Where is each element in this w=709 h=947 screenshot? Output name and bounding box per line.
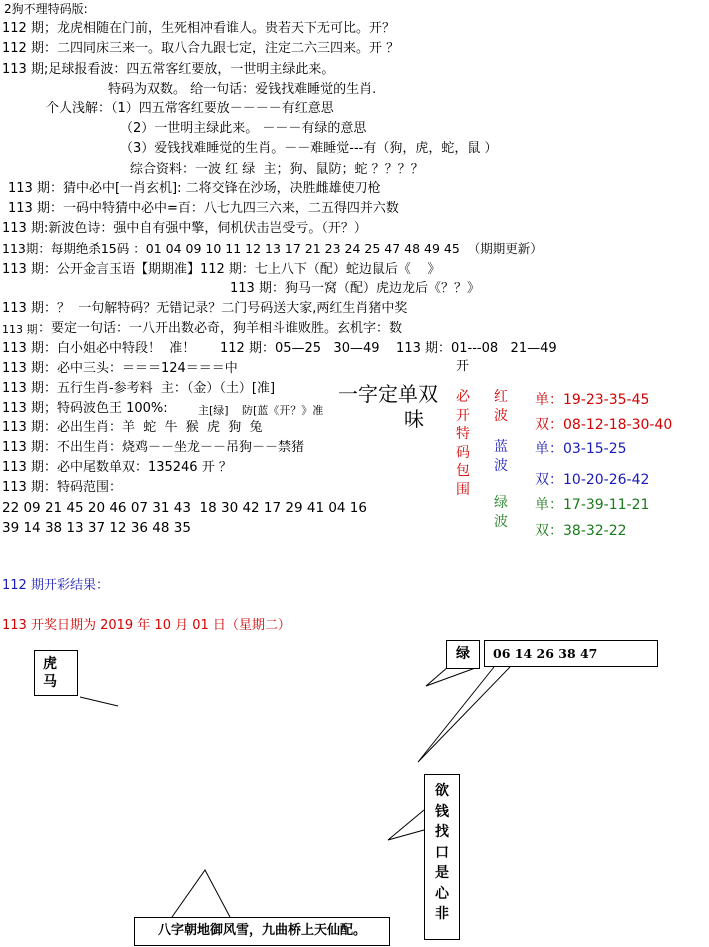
green-wave-label: 绿波	[494, 495, 508, 530]
open-marker: 开	[456, 359, 470, 374]
must-open-column: 必开特码包围	[456, 389, 470, 498]
prophecy-line: 113 期：一码中特猜中必中=百：八七九四三六来，二五得四并六数	[8, 201, 399, 216]
page-header: 2狗不理特码版:	[4, 2, 88, 16]
numbers-callout: 06 14 26 38 47	[484, 640, 658, 667]
prophecy-line: 特码为双数。 给一句话：爱钱找难睡觉的生肖.	[108, 82, 377, 97]
prophecy-line: （2）一世明主绿此来。 －－－有绿的意思	[120, 121, 367, 136]
single-double-title-2: 味	[404, 407, 424, 431]
green-double: 双：38-32-22	[535, 523, 627, 539]
prophecy-line-label: 113 期	[2, 323, 38, 336]
blue-wave-label: 蓝波	[494, 439, 508, 474]
green-callout: 绿	[446, 640, 480, 669]
prophecy-line: （3）爱钱找难睡觉的生肖。－－难睡觉---有（狗，虎，蛇，鼠 ）	[120, 141, 498, 156]
prophecy-line: 113 期：必中三头：＝＝＝124＝＝＝中	[2, 361, 238, 376]
vertical-callout-text: 欲钱找口是心非	[435, 783, 449, 922]
single-double-title: 一字定单双	[338, 382, 438, 406]
prophecy-line: 113 期：不出生肖：烧鸡－－坐龙－－吊狗－－禁猪	[2, 440, 304, 455]
prophecy-line: 个人浅解：（1）四五常客红要放－－－－有红意思	[46, 101, 334, 116]
prophecy-line: 113 期：特码范围：	[2, 480, 122, 495]
prophecy-line: 113 期;足球报看波：四五常客红要放，一世明主绿此来。	[2, 62, 335, 77]
draw-date: 113 开奖日期为 2019 年 10 月 01 日（星期二）	[2, 618, 291, 633]
prophecy-line: 113 期：必出生肖：羊 蛇 牛 猴 虎 狗 兔	[2, 420, 263, 435]
segment-line: 113 期：白小姐必中特段！ 准！ 112 期：05—25 30—49 113 期：01---08 21—49	[2, 341, 557, 356]
blue-double: 双：10-20-26-42	[535, 472, 650, 488]
prophecy-line: 113 期：五行生肖-参考料 主：（金）（土）[准]	[2, 381, 276, 396]
kill-numbers-line: 113期：每期绝杀15码 ：01 04 09 10 11 12 13 17 21 23 24 25 47 48 49 45 （期期更新）	[2, 241, 543, 256]
range-numbers: 39 14 38 13 37 12 36 48 35	[2, 520, 191, 536]
red-double: 双：08-12-18-30-40	[535, 417, 673, 433]
prophecy-line: 112 期；龙虎相随在门前，生死相冲看谁人。贵若天下无可比。开？	[2, 21, 395, 36]
red-single: 单：19-23-35-45	[535, 392, 650, 408]
tiger-horse-text: 虎马	[43, 656, 57, 690]
prophecy-line: 113 期：猜中必中[一肖玄机]: 二将交锋在沙场，决胜雌雄使刀枪	[8, 181, 381, 196]
prophecy-line: 113 期：？ 一句解特码？无错记录？二门号码送大家,两红生肖猪中奖	[2, 301, 408, 316]
tiger-horse-callout	[34, 650, 78, 696]
prophecy-line: 113 期:新波色诗：强中自有强中擎，伺机伏击岂受亏。（开？）	[2, 221, 367, 236]
green-single: 单：17-39-11-21	[535, 497, 650, 513]
prophecy-line: 113 期：狗马一窝（配）虎边龙后《？？》	[230, 281, 480, 296]
blue-single: 单：03-15-25	[535, 441, 627, 457]
prophecy-line: 113 期：必中尾数单双：135246 开 ？	[2, 460, 232, 475]
wave-guard: 防[蓝《开？》准	[242, 404, 324, 417]
range-numbers: 22 09 21 45 20 46 07 31 43 18 30 42 17 29 41 04 16	[2, 500, 367, 516]
bottom-callout: 八字朝地御风雪，九曲桥上天仙配。	[134, 917, 390, 946]
results-label: 112 期开彩结果：	[2, 578, 109, 593]
prophecy-line: ：要定一句话：一八开出数必奇，狗羊相斗谁败胜。玄机字：数	[38, 321, 403, 336]
prophecy-line: 113 期：公开金言玉语【期期准】112 期：七上八下（配）蛇边鼠后《 》	[2, 262, 441, 277]
prophecy-line: 112 期：二四同床三来一。取八合九跟七定，注定二六三四来。开 ？	[2, 41, 400, 56]
wave-main: 主[绿]	[198, 404, 229, 417]
vertical-callout	[424, 774, 460, 940]
prophecy-line: 综合资料：一波 红 绿 主；狗、鼠防；蛇 ？？？？	[130, 162, 424, 177]
red-wave-label: 红波	[494, 389, 508, 424]
prophecy-line: 113 期；特码波色王 100%:	[2, 401, 168, 416]
